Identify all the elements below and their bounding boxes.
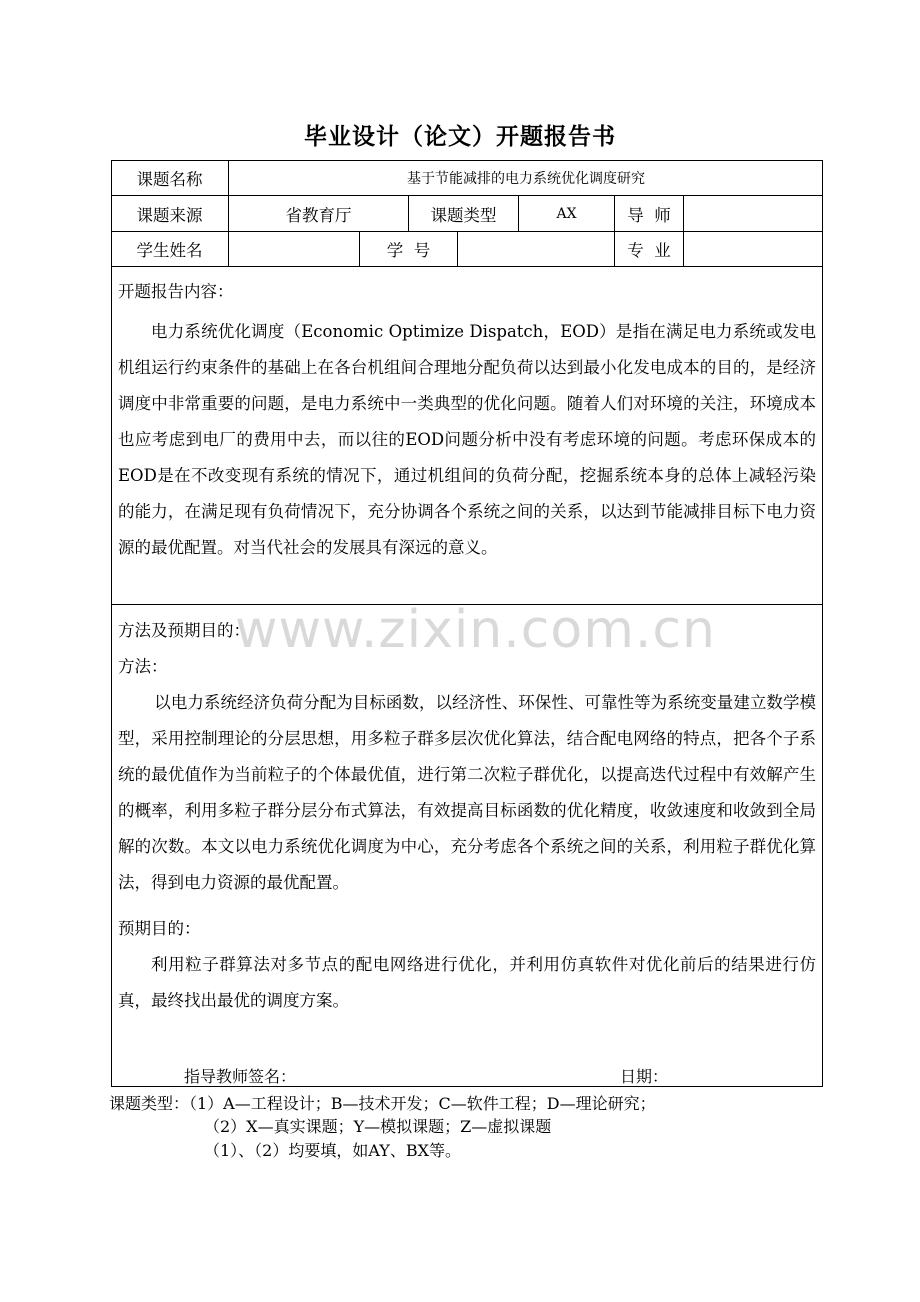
topic-type-label: 课题类型 [430,205,497,225]
method-heading: 方法及预期目的： [118,621,250,640]
advisor-signature-label: 指导教师签名： [184,1067,297,1086]
report-content-paragraph: 电力系统优化调度（Economic Optimize Dispatch，EOD）是指在满足电力系统或发电机组运行约束条件的基础上在各台机组间合理地分配负荷以达到最小化发电成本的目的，是经济调度中非常重要的问题，是电力系统中一类典型的优化问题。随着人们对环境的关注，环境成本也应考虑到电厂的费用中去，而以往的EOD问题分析中没有考虑环境的问题。考虑环保成本的EOD是在不改变现有系统的情况下，通过机组间的负荷分配，挖掘系统本身的总体上减轻污染的能力，在满足现有负荷情况下，充分协调各个系统之间的关系，以达到节能减排目标下电力资源的最优配置。对当代社会的发展具有深远的意义。 [118,322,816,557]
report-content-section [118,274,816,566]
date-label: 日期： [620,1067,669,1086]
topic-name-value: 基于节能减排的电力系统优化调度研究 [407,170,645,187]
method-paragraph: 以电力系统经济负荷分配为目标函数，以经济性、环保性、可靠性等为系统变量建立数学模型，采用控制理论的分层思想，用多粒子群多层次优化算法，结合配电网络的特点，把各个子系统的最优值作为当前粒子的个体最优值，进行第二次粒子群优化，以提高迭代过程中有效解产生的概率，利用多粒子群分层分布式算法，有效提高目标函数的优化精度，收敛速度和收敛到全局解的次数。本文以电力系统优化调度为中心，充分考虑各个系统之间的关系，利用粒子群优化算法，得到电力资源的最优配置。 [118,693,816,892]
topic-source-label: 课题来源 [136,205,203,225]
report-content-heading: 开题报告内容： [118,282,234,301]
major-value [684,232,823,266]
major-label: 专 业 [627,241,671,260]
student-name-value [229,232,359,266]
topic-type-note-line-1: 课题类型：（1）A—工程设计；B—技术开发；C—软件工程；D—理论研究； [109,1094,656,1113]
student-id-label: 学 号 [386,241,431,260]
row-divider [111,266,823,267]
method-section [118,613,816,1019]
method-label: 方法： [118,657,168,676]
document-title: 毕业设计（论文）开题报告书 [304,124,616,150]
topic-type-value: AX [556,205,577,222]
topic-type-note-line-3: （1）、（2）均要填，如AY、BX等。 [204,1141,461,1160]
watermark: www.zixin.com.cn [235,600,716,660]
goal-paragraph: 利用粒子群算法对多节点的配电网络进行优化，并利用仿真软件对优化前后的结果进行仿真，最终找出最优的调度方案。 [118,955,816,1010]
student-id-value [458,232,614,266]
advisor-value [684,196,823,231]
advisor-label: 导 师 [627,205,671,225]
student-name-label: 学生姓名 [136,241,203,260]
goal-label: 预期目的： [118,919,201,938]
topic-name-label: 课题名称 [136,169,203,189]
topic-type-note-line-2: （2）X—真实课题；Y—模拟课题；Z—虚拟课题 [204,1117,552,1136]
topic-source-value: 省教育厅 [285,205,352,225]
